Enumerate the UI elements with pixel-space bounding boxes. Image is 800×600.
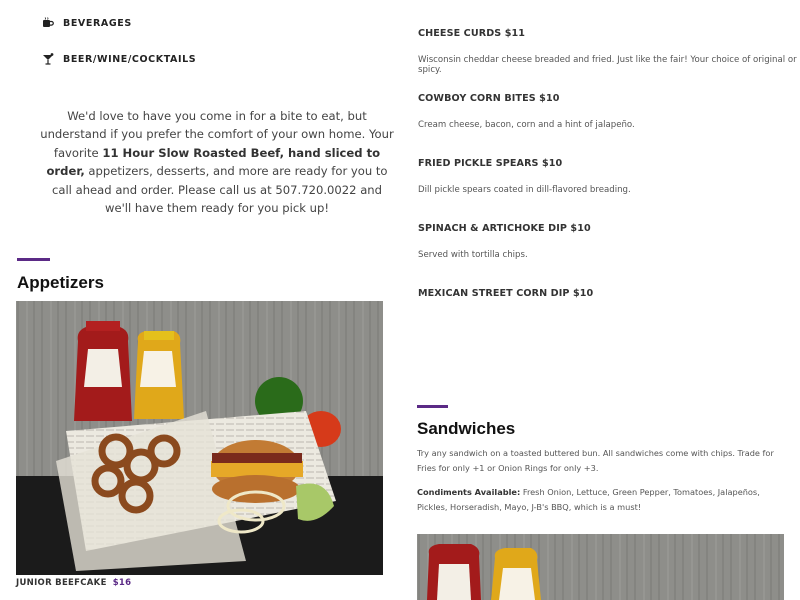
photo-caption-price: $16 — [112, 578, 132, 588]
nav-beverages[interactable] — [42, 17, 132, 29]
photo-caption — [16, 578, 131, 588]
menu-item-desc: Wisconsin cheddar cheese breaded and fried. Just like the fair! Your choice of original or spicy. — [418, 55, 797, 75]
intro-paragraph — [40, 107, 394, 217]
menu-item-title: FRIED PICKLE SPEARS $10 — [418, 158, 563, 169]
phone-number[interactable]: 507.720.0022 — [275, 182, 357, 197]
photo-caption-name: JUNIOR BEEFCAKE — [16, 578, 107, 588]
nav-beer-wine-cocktails-label: BEER/WINE/COCKTAILS — [63, 53, 197, 65]
menu-item-title: SPINACH & ARTICHOKE DIP $10 — [418, 223, 591, 234]
menu-item-title: MEXICAN STREET CORN DIP $10 — [418, 288, 594, 299]
cocktail-glass-icon — [42, 53, 54, 65]
sandwiches-accent-bar — [417, 405, 448, 408]
intro-text-1: We'd love to have you come in for a bite to eat, but understand if you prefer the comfort of your own home. Your favorite — [40, 109, 394, 160]
intro-text-2: appetizers, desserts, and more are ready for you to call ahead and order. Please call us at — [51, 164, 388, 197]
coffee-cup-icon — [42, 17, 54, 29]
menu-item-desc: Cream cheese, bacon, corn and a hint of jalapeño. — [418, 120, 635, 130]
sandwiches-title: Sandwiches — [417, 419, 516, 438]
menu-item-title: COWBOY CORN BITES $10 — [418, 93, 560, 104]
intro-highlight: 11 Hour Slow Roasted Beef, hand sliced to order, — [46, 145, 381, 179]
sandwiches-description: Try any sandwich on a toasted buttered bun. All sandwiches come with chips. Trade for Fries for only +1 or Onion Rings for only +3. — [417, 448, 774, 473]
appetizers-accent-bar — [17, 258, 50, 261]
condiments-label: Condiments Available: — [417, 487, 521, 497]
nav-beverages-label: BEVERAGES — [63, 17, 132, 29]
sandwich-photo — [417, 534, 784, 600]
condiments-list: Fresh Onion, Lettuce, Green Pepper, Tomatoes, Jalapeños, Pickles, Horseradish, Mayo, J-B's BBQ, which is a must! — [417, 487, 760, 512]
intro-text-3: and we'll have them ready for you pick up! — [104, 182, 383, 216]
appetizers-title: Appetizers — [17, 273, 104, 292]
nav-beer-wine-cocktails[interactable] — [42, 53, 196, 65]
menu-item-desc: Dill pickle spears coated in dill-flavored breading. — [418, 185, 631, 195]
menu-item-desc: Served with tortilla chips. — [418, 250, 528, 260]
junior-beefcake-photo — [16, 301, 383, 575]
condiments-info — [417, 485, 787, 514]
menu-item-title: CHEESE CURDS $11 — [418, 28, 526, 39]
